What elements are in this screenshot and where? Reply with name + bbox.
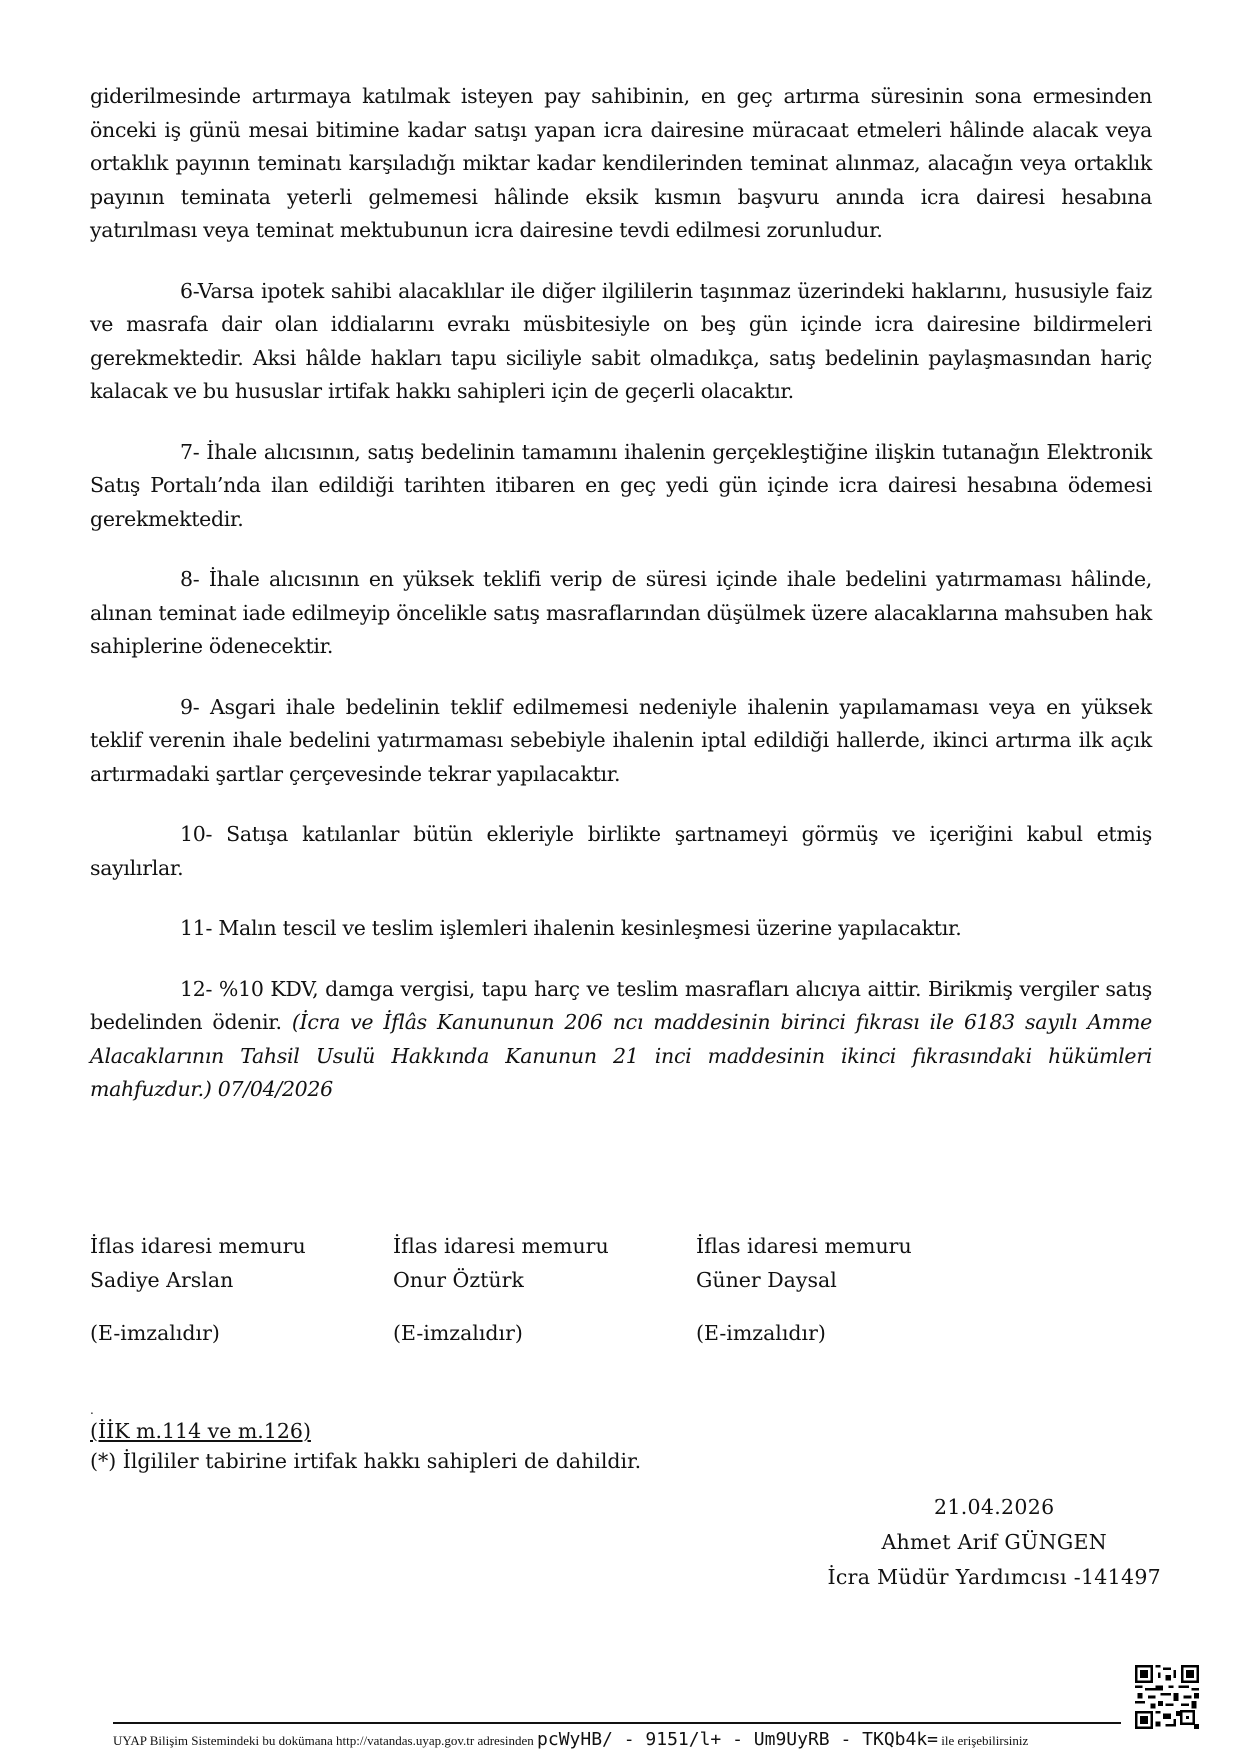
stray-dot: . [90,1403,94,1417]
law-reference: (İİK m.114 ve m.126) [90,1419,311,1443]
paragraph-12-text: 12- %10 KDV, damga vergisi, tapu harç ve teslim masrafları alıcıya aittir. Birikmiş vergiler satış bedelinden ödenir. [90,976,1152,1034]
footer-suffix: ile erişebilirsiniz [941,1733,1029,1748]
signer-name: Ahmet Arif GÜNGEN [881,1530,1108,1554]
qr-code-icon [1135,1665,1199,1729]
paragraph-12 [90,973,1152,1107]
document-body [90,80,1152,1107]
signer-title: İcra Müdür Yardımcısı -141497 [827,1565,1161,1589]
paragraph-12-legal-note: (İcra ve İflâs Kanununun 206 ncı maddesinin birinci fıkrası ile 6183 sayılı Amme Alacaklarının Tahsil Usulü Hakkında Kanunun 21 inci maddesinin ikinci fıkrasındaki hükümleri mahfuzdur.) 07/04/2026 [90,1010,1152,1101]
paragraph-8: 8- İhale alıcısının en yüksek teklifi verip de süresi içinde ihale bedelini yatırmaması hâlinde, alınan teminat iade edilmeyip öncelikle satış masraflarından düşülmek üzere alacaklarına mahsuben hak sahiplerine ödenecektir. [90,567,1152,658]
verification-code: pcWyHB/ - 9151/l+ - Um9UyRB - TKQb4k= [537,1729,938,1750]
paragraph-11: 11- Malın tescil ve teslim işlemleri ihalenin kesinleşmesi üzerine yapılacaktır. [180,916,962,940]
signatory-1 [90,1230,390,1351]
paragraph-continuation: giderilmesinde artırmaya katılmak isteyen pay sahibinin, en geç artırma süresinin sona ermesinden önceki iş günü mesai bitimine kadar satışı yapan icra dairesine müracaat etmeleri hâlinde alacak veya ortaklık payının teminatı karşıladığı miktar kadar kendilerinden teminat alınmaz, alacağın veya ortaklık payının teminata yeterli gelmemesi hâlinde eksik kısmın başvuru anında icra dairesi hesabına yatırılması veya teminat mektubunun icra dairesine tevdi edilmesi zorunludur. [90,84,1152,242]
signatory-3 [696,1230,996,1351]
signatory-title: İflas idaresi memuru [696,1234,912,1258]
notes [90,1416,641,1476]
paragraph-6: 6-Varsa ipotek sahibi alacaklılar ile diğer ilgililerin taşınmaz üzerindeki haklarını, hususiyle faiz ve masrafa dair olan iddialarını evrakı müsbitesiyle on beş gün içinde icra dairesine bildirmeleri gerekmektedir. Aksi hâlde hakları tapu siciliyle sabit olmadıkça, satış bedelinin paylaşmasından hariç kalacak ve bu hususlar irtifak hakkı sahipleri için de geçerli olacaktır. [90,278,1152,403]
signatory-status: (E-imzalıdır) [393,1321,523,1345]
paragraph-10: 10- Satışa katılanlar bütün ekleriyle birlikte şartnameyi görmüş ve içeriğini kabul etmiş sayılırlar. [90,822,1152,880]
signatory-name: Güner Daysal [696,1267,837,1292]
footer-divider [113,1722,1121,1724]
signatory-name: Onur Öztürk [393,1267,524,1292]
signer-date: 21.04.2026 [934,1495,1055,1519]
footer [113,1729,1028,1750]
footer-prefix: UYAP Bilişim Sistemindeki bu dokümana http://vatandas.uyap.gov.tr adresinden [113,1733,534,1748]
signatory-title: İflas idaresi memuru [393,1234,609,1258]
signer-block [827,1490,1161,1595]
signatory-status: (E-imzalıdır) [696,1321,826,1345]
paragraph-7: 7- İhale alıcısının, satış bedelinin tamamını ihalenin gerçekleştiğine ilişkin tutanağın Elektronik Satış Portalı’nda ilan edildiği tarihten itibaren en geç yedi gün içinde icra dairesi hesabına ödemesi gerekmektedir. [90,439,1152,531]
footnote: (*) İlgililer tabirine irtifak hakkı sahipleri de dahildir. [90,1449,642,1473]
signatory-status: (E-imzalıdır) [90,1321,220,1345]
signatory-2 [393,1230,693,1351]
signatory-name: Sadiye Arslan [90,1267,234,1292]
signatory-title: İflas idaresi memuru [90,1234,306,1258]
paragraph-9: 9- Asgari ihale bedelinin teklif edilmemesi nedeniyle ihalenin yapılamaması veya en yüksek teklif verenin ihale bedelini yatırmaması sebebiyle ihalenin iptal edildiği hallerde, ikinci artırma ilk açık artırmadaki şartlar çerçevesinde tekrar yapılacaktır. [90,694,1152,786]
